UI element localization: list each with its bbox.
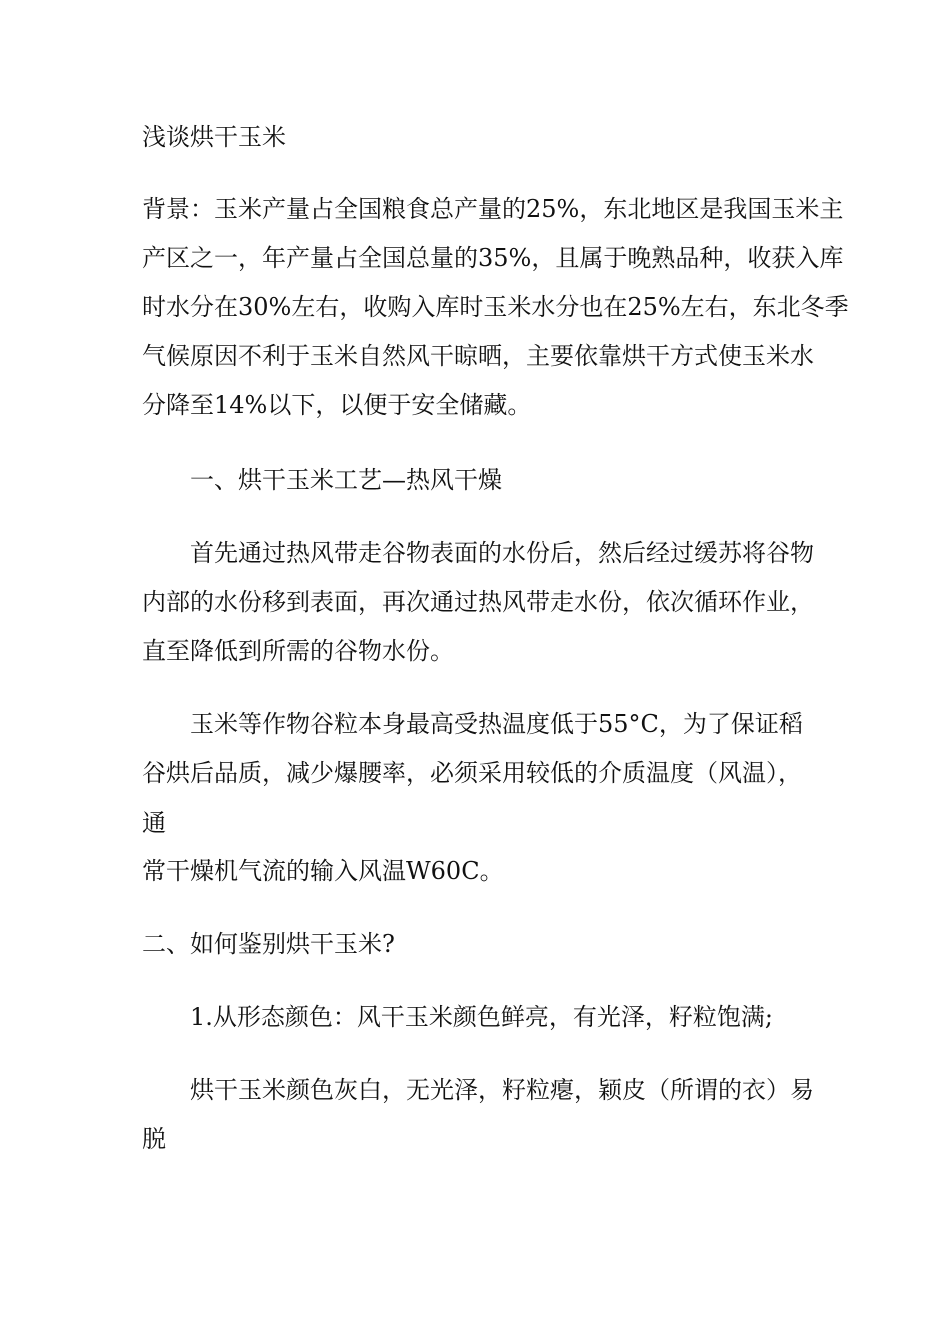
paragraph-line: 首先通过热风带走谷物表面的水份后，然后经过缓苏将谷物 [190, 539, 814, 567]
paragraph-line: 分降至14%以下，以便于安全储藏。 [142, 391, 532, 419]
paragraph-line: 产区之一，年产量占全国总量的35%，且属于晚熟品种，收获入库 [142, 244, 844, 272]
document-title: 浅谈烘干玉米 [142, 123, 286, 151]
paragraph-line: 内部的水份移到表面，再次通过热风带走水份，依次循环作业， [142, 588, 814, 616]
paragraph-line: 背景：玉米产量占全国粮食总产量的25%，东北地区是我国玉米主 [142, 195, 844, 223]
paragraph-line: 常干燥机气流的输入风温W60C。 [142, 857, 504, 885]
section-heading-2: 二、如何鉴别烘干玉米? [142, 930, 395, 958]
paragraph-line: 直至降低到所需的谷物水份。 [142, 637, 454, 665]
paragraph-line: 时水分在30%左右，收购入库时玉米水分也在25%左右，东北冬季 [142, 293, 849, 321]
paragraph-line: 谷烘后品质，减少爆腰率，必须采用较低的介质温度（风温）， [142, 759, 802, 787]
paragraph-line: 通 [142, 809, 166, 837]
paragraph-line: 烘干玉米颜色灰白，无光泽，籽粒瘪，颖皮（所谓的衣）易 [190, 1076, 814, 1104]
list-item-1: 1.从形态颜色：风干玉米颜色鲜亮，有光泽，籽粒饱满; [190, 1003, 773, 1031]
paragraph-line: 玉米等作物谷粒本身最高受热温度低于55°C，为了保证稻 [190, 710, 803, 738]
paragraph-line: 气候原因不利于玉米自然风干晾晒，主要依靠烘干方式使玉米水 [142, 342, 814, 370]
paragraph-line: 脱 [142, 1125, 166, 1153]
section-heading-1: 一、烘干玉米工艺—热风干燥 [190, 466, 502, 494]
